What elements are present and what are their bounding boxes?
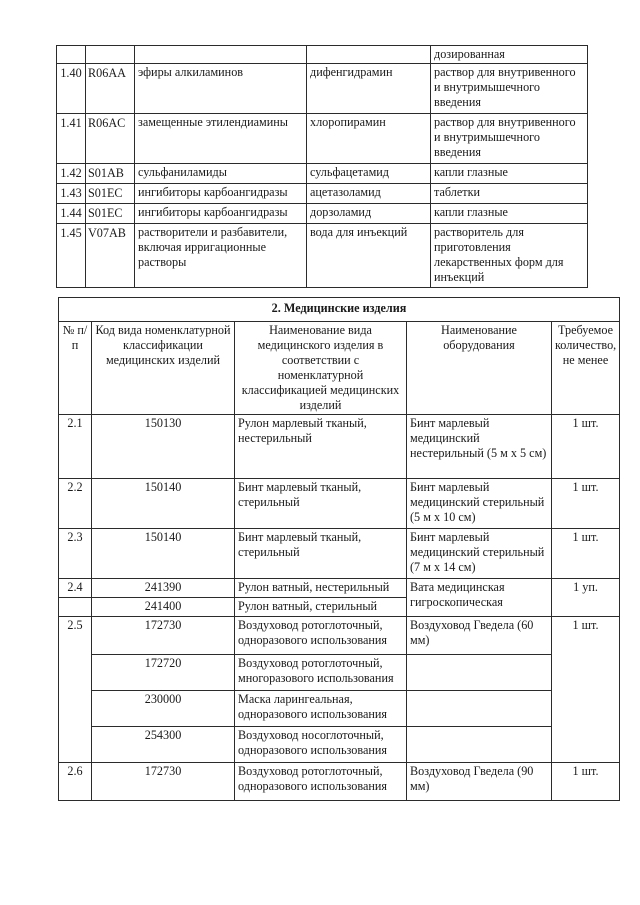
row-number: 2.4 <box>59 579 92 598</box>
device-kind: Бинт марлевый тканый, стерильный <box>235 479 407 529</box>
header-qty: Требуемое количество, не менее <box>552 322 620 415</box>
header-kind: Наименование вида медицинского изделия в соответствии с номенклатурной классификацией медицинских изделий <box>235 322 407 415</box>
dosage-form: раствор для внутривенного и внутримышечного введения <box>431 114 588 164</box>
drug-name: дифенгидрамин <box>307 64 431 114</box>
pharm-group: замещенные этилендиамины <box>135 114 307 164</box>
table-row <box>59 655 620 691</box>
equipment-name <box>407 691 552 727</box>
device-code: 172730 <box>92 763 235 801</box>
table-row <box>59 415 620 479</box>
table-row <box>59 579 620 598</box>
dosage-form: таблетки <box>431 184 588 204</box>
row-number: 2.1 <box>59 415 92 479</box>
equipment-name: Бинт марлевый медицинский стерильный (7 м х 14 см) <box>407 529 552 579</box>
equipment-name: Воздуховод Гведела (60 мм) <box>407 617 552 655</box>
table-row <box>59 727 620 763</box>
pharm-group: сульфаниламиды <box>135 164 307 184</box>
device-code: 172730 <box>92 617 235 655</box>
required-qty: 1 шт. <box>552 617 620 763</box>
atc-code: R06AC <box>86 114 135 164</box>
row-number <box>57 46 86 64</box>
equipment-name: Бинт марлевый медицинский стерильный (5 м х 10 см) <box>407 479 552 529</box>
atc-code: S01EC <box>86 204 135 224</box>
pharm-group: ингибиторы карбоангидразы <box>135 204 307 224</box>
medicines-table <box>56 45 588 288</box>
table-row <box>57 164 588 184</box>
device-kind: Воздуховод ротоглоточный, многоразового использования <box>235 655 407 691</box>
row-number: 2.6 <box>59 763 92 801</box>
row-number: 2.3 <box>59 529 92 579</box>
device-code: 150140 <box>92 529 235 579</box>
device-kind: Рулон ватный, нестерильный <box>235 579 407 598</box>
table-row <box>57 204 588 224</box>
atc-code: S01EC <box>86 184 135 204</box>
pharm-group: ингибиторы карбоангидразы <box>135 184 307 204</box>
row-number: 1.44 <box>57 204 86 224</box>
device-code: 150140 <box>92 479 235 529</box>
dosage-form: дозированная <box>431 46 588 64</box>
equipment-name <box>407 655 552 691</box>
dosage-form: капли глазные <box>431 204 588 224</box>
drug-name: хлоропирамин <box>307 114 431 164</box>
header-num: № п/п <box>59 322 92 415</box>
table-row <box>57 64 588 114</box>
row-number: 2.5 <box>59 617 92 763</box>
drug-name <box>307 46 431 64</box>
device-kind: Воздуховод ротоглоточный, одноразового использования <box>235 763 407 801</box>
device-kind: Рулон ватный, стерильный <box>235 598 407 617</box>
atc-code: V07AB <box>86 224 135 288</box>
dosage-form: капли глазные <box>431 164 588 184</box>
header-row <box>59 322 620 415</box>
device-code: 150130 <box>92 415 235 479</box>
row-number: 1.41 <box>57 114 86 164</box>
dosage-form: раствор для внутривенного и внутримышечного введения <box>431 64 588 114</box>
device-kind: Бинт марлевый тканый, стерильный <box>235 529 407 579</box>
equipment-name: Вата медицинская гигроскопическая <box>407 579 552 617</box>
pharm-group <box>135 46 307 64</box>
row-number: 1.42 <box>57 164 86 184</box>
header-code: Код вида номенклатурной классификации медицинских изделий <box>92 322 235 415</box>
row-number: 1.43 <box>57 184 86 204</box>
atc-code <box>86 46 135 64</box>
section-title: 2. Медицинские изделия <box>59 298 620 322</box>
drug-name: сульфацетамид <box>307 164 431 184</box>
equipment-name <box>407 727 552 763</box>
row-number: 2.2 <box>59 479 92 529</box>
medical-devices-table <box>58 297 620 801</box>
drug-name: ацетазоламид <box>307 184 431 204</box>
device-code: 241390 <box>92 579 235 598</box>
device-kind: Воздуховод носоглоточный, одноразового использования <box>235 727 407 763</box>
device-code: 241400 <box>92 598 235 617</box>
required-qty: 1 шт. <box>552 415 620 479</box>
device-code: 172720 <box>92 655 235 691</box>
drug-name: вода для инъекций <box>307 224 431 288</box>
table-row <box>59 479 620 529</box>
table-row <box>57 114 588 164</box>
table-row <box>57 46 588 64</box>
dosage-form: растворитель для приготовления лекарственных форм для инъекций <box>431 224 588 288</box>
table-row <box>59 617 620 655</box>
required-qty: 1 шт. <box>552 763 620 801</box>
required-qty: 1 уп. <box>552 579 620 617</box>
row-number <box>59 598 92 617</box>
pharm-group: растворители и разбавители, включая ирригационные растворы <box>135 224 307 288</box>
table-row <box>57 224 588 288</box>
required-qty: 1 шт. <box>552 479 620 529</box>
device-kind: Воздуховод ротоглоточный, одноразового использования <box>235 617 407 655</box>
atc-code: R06AA <box>86 64 135 114</box>
device-kind: Рулон марлевый тканый, нестерильный <box>235 415 407 479</box>
device-kind: Маска ларингеальная, одноразового использования <box>235 691 407 727</box>
header-equipment: Наименование оборудования <box>407 322 552 415</box>
table-row <box>57 184 588 204</box>
table-row <box>59 763 620 801</box>
atc-code: S01AB <box>86 164 135 184</box>
equipment-name: Бинт марлевый медицинский нестерильный (5 м х 5 см) <box>407 415 552 479</box>
table-row <box>59 529 620 579</box>
required-qty: 1 шт. <box>552 529 620 579</box>
row-number: 1.40 <box>57 64 86 114</box>
drug-name: дорзоламид <box>307 204 431 224</box>
pharm-group: эфиры алкиламинов <box>135 64 307 114</box>
section-title-row <box>59 298 620 322</box>
device-code: 254300 <box>92 727 235 763</box>
equipment-name: Воздуховод Гведела (90 мм) <box>407 763 552 801</box>
table-row <box>59 691 620 727</box>
row-number: 1.45 <box>57 224 86 288</box>
device-code: 230000 <box>92 691 235 727</box>
